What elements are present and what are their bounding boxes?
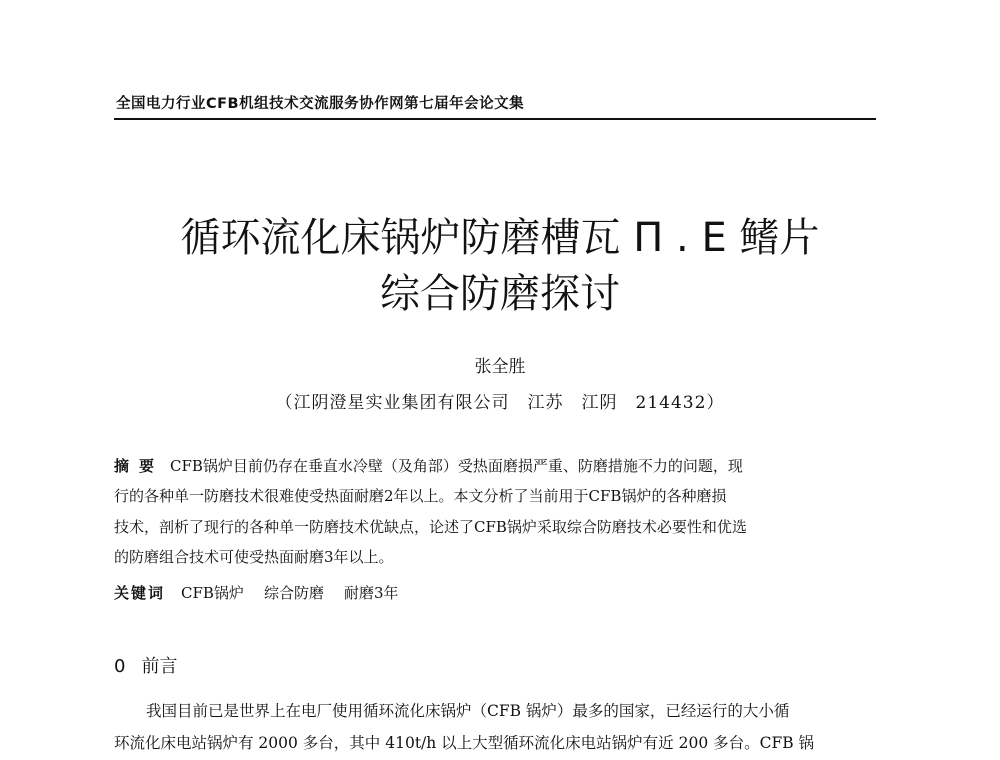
keywords-line <box>114 583 878 603</box>
paper-title-line-1: 循环流化床锅炉防磨槽瓦 Π . E 鳍片 <box>180 215 820 261</box>
running-header: 全国电力行业CFB机组技术交流服务协作网第七届年会论文集 <box>116 96 525 112</box>
keyword-item: 耐磨3年 <box>343 584 399 602</box>
abstract-line-1 <box>114 456 878 476</box>
keyword-item: 综合防磨 <box>263 584 324 602</box>
body-line-1: 我国目前已是世界上在电厂使用循环流化床锅炉（CFB 锅炉）最多的国家，已经运行的大小循 <box>146 702 790 720</box>
abstract-line-2: 行的各种单一防磨技术很难使受热面耐磨2年以上。本文分析了当前用于CFB锅炉的各种磨损 <box>114 487 727 505</box>
section-heading <box>114 652 177 678</box>
author-name: 张全胜 <box>474 357 526 377</box>
section-number: 0 <box>114 656 126 677</box>
section-title: 前言 <box>141 656 178 677</box>
author-affiliation: （江阴澄星实业集团有限公司 江苏 江阴 214432） <box>275 393 725 413</box>
abstract-label: 摘要 <box>114 457 165 475</box>
keyword-item: CFB锅炉 <box>181 584 244 602</box>
body-line-2: 环流化床电站锅炉有 2000 多台，其中 410t/h 以上大型循环流化床电站锅炉有近 200 多台。CFB 锅 <box>114 734 815 752</box>
keywords-label: 关键词 <box>114 584 166 602</box>
abstract-text: CFB锅炉目前仍存在垂直水冷壁（及角部）受热面磨损严重、防磨措施不力的问题，现 <box>170 457 743 475</box>
paper-title-line-2: 综合防磨探讨 <box>380 271 620 317</box>
abstract-line-3: 技术，剖析了现行的各种单一防磨技术优缺点，论述了CFB锅炉采取综合防磨技术必要性和优选 <box>114 518 747 536</box>
header-rule <box>114 118 876 120</box>
abstract-line-4: 的防磨组合技术可使受热面耐磨3年以上。 <box>114 548 394 566</box>
